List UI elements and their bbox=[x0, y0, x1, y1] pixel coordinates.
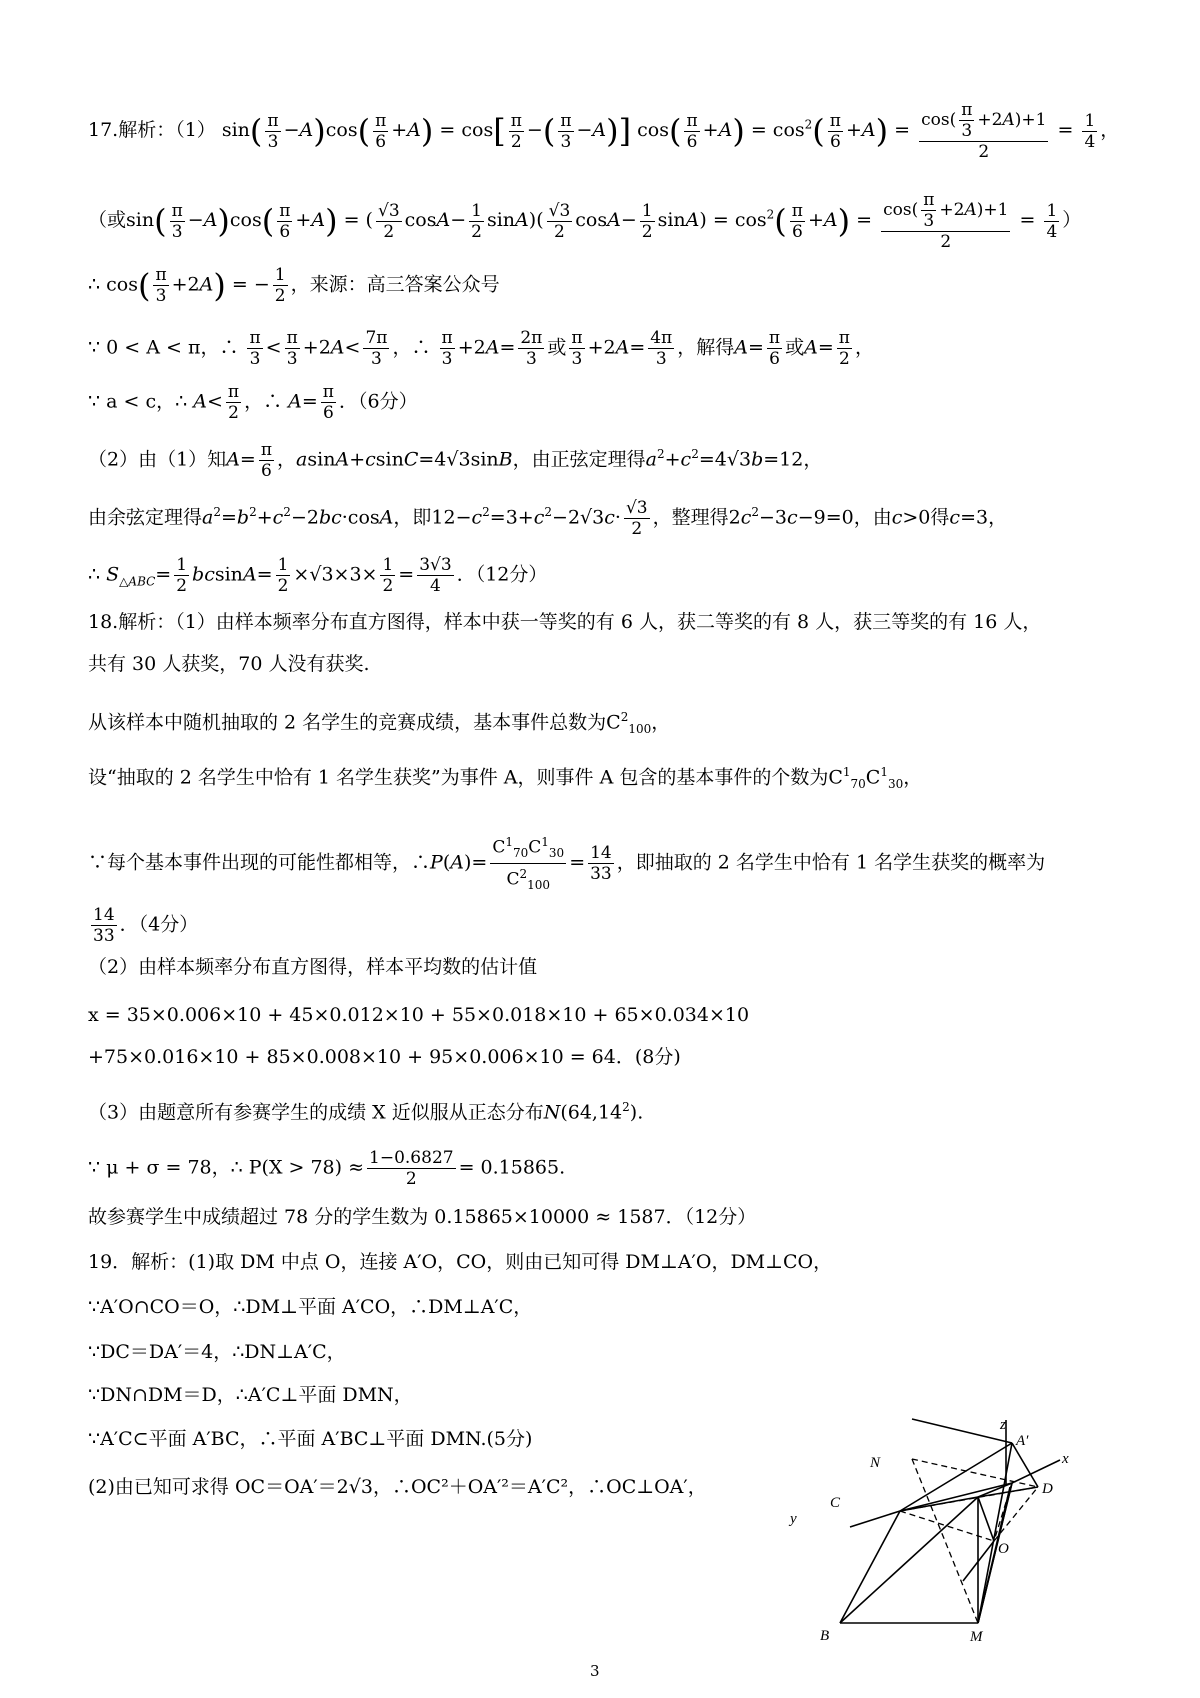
q17-line-3: ∴ cos( $\frac{\pi}{3}$ +2A) = − $\frac{1}{2}$ ，来源：高三答案公众号 bbox=[88, 265, 500, 306]
q17-line-1: 17.解析：（1） sin( $\frac{\pi}{3}$ −A)cos( $\frac{\pi}{6}$ +A) = cos[ $\frac{\pi}{2}$ −( $\frac{\pi}{3}$ −A)] cos( $\frac{\pi}{6}$ $+A) = \cos^2$( $\frac{\pi}{6}$ +A) = cos( $\frac{\pi}{3}$ +2A)+1 2 = $\frac{1}{4}$ ， bbox=[88, 100, 1120, 162]
q17-ac: a < c bbox=[106, 390, 157, 413]
solve-word: ，解得 bbox=[677, 336, 735, 359]
q18-score-4: ．（4分） bbox=[119, 913, 199, 936]
or-word: 或 bbox=[547, 336, 567, 359]
q19-line-6: (2)由已知可求得 OC＝OA′＝2√3，∴OC²＋OA′²＝A′C²，∴OC⊥OA′， bbox=[88, 1476, 707, 1498]
fig-label-n: N bbox=[870, 1455, 881, 1471]
q17-line1-end: ， bbox=[1100, 119, 1120, 141]
fig-label-d: D bbox=[1042, 1481, 1053, 1497]
q17-line-4: ∵ 0 < A < π，∴ $\frac{\pi}{3}$ < $\frac{\pi}{3}$ +2A< $\frac{7\pi}{3}$ ，∴ $\frac{\pi}{3}$ +2A= $\frac{2\pi}{3}$ 或 $\frac{\pi}{3}$ +2A= $\frac{4\pi}{3}$ ，解得A= $\frac{\pi}{6}$ 或A= $\frac{\pi}{2}$ ， bbox=[88, 328, 874, 369]
q17-line-2: （或sin( $\frac{\pi}{3}$ −A)cos( $\frac{\pi}{6}$ +A) = ( $\frac{√3}{2}$ cosA− $\frac{1}{2}$ sinA)( $\frac{√3}{2}$ cosA− $\frac{1}{2}$ $\sin A) = \cos^2$( $\frac{\pi}{6}$ +A) = cos( $\frac{\pi}{3}$ +2A)+1 2 = $\frac{1}{4}$ ） bbox=[88, 190, 1082, 252]
fig-label-z: z bbox=[1000, 1417, 1006, 1433]
fig-label-y: y bbox=[790, 1511, 797, 1527]
q19-line-2: ∵A′O∩CO＝O，∴DM⊥平面 A′CO，∴DM⊥A′C， bbox=[88, 1296, 533, 1318]
fig-label-aprime: A′ bbox=[1016, 1433, 1029, 1449]
q17-alt-close: ） bbox=[1062, 209, 1082, 231]
fig-label-o: O bbox=[998, 1541, 1009, 1557]
q17-line-7: 由余弦定理得$a^2=b^2+c^2-2bc\cdot\cos A$，即$12-c^2=3+c^2-2√3c\cdot$ $\frac{√3}{2}$ ，整理得$2c^2-3c-9=0$，由c>0得c=3， bbox=[88, 498, 1008, 539]
q18-line-8: x = 35×0.006×10 + 45×0.012×10 + 55×0.018×10 + 65×0.034×10 bbox=[88, 1004, 750, 1026]
cos-law-text: 由余弦定理得 bbox=[88, 506, 203, 529]
q18-line-3: 从该样本中随机抽取的 2 名学生的竞赛成绩，基本事件总数为$C^2_{100}$， bbox=[88, 710, 671, 737]
q17-part1-label: （1） bbox=[175, 119, 216, 141]
q18-line-1: 18.解析：（1）由样本频率分布直方图得，样本中获一等奖的有 6 人，获二等奖的有 8 人，获三等奖的有 16 人， bbox=[88, 611, 1042, 633]
therefore-symbol: ∴ bbox=[88, 273, 101, 296]
fig-label-x: x bbox=[1062, 1451, 1069, 1467]
zhengli-word: ，整理得 bbox=[652, 506, 729, 529]
q18-line10-text: （3）由题意所有参赛学生的成绩 X 近似服从正态分布 bbox=[88, 1101, 544, 1124]
q17-score-6: ．（6分） bbox=[338, 390, 418, 413]
q18-line-4: 设“抽取的 2 名学生中恰有 1 名学生获奖”为事件 A，则事件 A 包含的基本事件的个数为$C^1_{70}C^1_{30}$， bbox=[88, 765, 923, 792]
pyramid-figure bbox=[790, 1415, 1080, 1665]
page-number: 3 bbox=[590, 1662, 600, 1680]
q17-title: 17.解析： bbox=[88, 119, 176, 141]
q18-line-12: 故参赛学生中成绩超过 78 分的学生数为 0.15865×10000 ≈ 1587．（12分） bbox=[88, 1206, 757, 1228]
q19-line-5: ∵A′C⊂平面 A′BC，∴平面 A′BC⊥平面 DMN.(5分) bbox=[88, 1428, 533, 1450]
q18-line5-a: ∵每个基本事件出现的可能性都相等，∴ bbox=[88, 851, 431, 874]
fig-label-m: M bbox=[970, 1629, 983, 1645]
q19-line-3: ∵DC＝DA′＝4，∴DN⊥A′C， bbox=[88, 1341, 346, 1363]
q18-line-7: （2）由样本频率分布直方图得，样本平均数的估计值 bbox=[88, 956, 538, 978]
you-word: ，由 bbox=[853, 506, 892, 529]
q19-line-1: 19．解析：(1)取 DM 中点 O，连接 A′O，CO，则由已知可得 DM⊥A′O，DM⊥CO， bbox=[88, 1251, 833, 1273]
because-symbol: ∵ bbox=[88, 336, 101, 359]
q18-line-6: $\frac{14}{33}$ ．（4分） bbox=[93, 905, 199, 946]
q17-line-6: （2）由（1）知A= $\frac{\pi}{6}$ ，asinA+csinC=4√3sinB，由正弦定理得$a^2+c^2=4√3b=12$， bbox=[88, 440, 823, 481]
q17-range: 0 < A < π bbox=[106, 336, 201, 359]
ji-word: ，即 bbox=[393, 506, 432, 529]
de-word: 得 bbox=[930, 506, 950, 529]
q18-line-11: ∵ μ + σ = 78，∴ P(X > 78) ≈ $\frac{1-0.6827}{2}$ = 0.15865. bbox=[88, 1148, 566, 1189]
q17-source-note: ，来源：高三答案公众号 bbox=[290, 273, 500, 296]
q19-line-4: ∵DN∩DM＝D，∴A′C⊥平面 DMN， bbox=[88, 1384, 413, 1406]
q17-alt-open: （或 bbox=[88, 209, 127, 231]
q17-line-5: ∵ a < c，∴ A< $\frac{\pi}{2}$ ，∴ A= $\frac{\pi}{6}$ ．（6分） bbox=[88, 382, 418, 423]
q18-line-2: 共有 30 人获奖，70 人没有获奖. bbox=[88, 653, 370, 675]
sine-law-text: ，由正弦定理得 bbox=[512, 448, 646, 471]
fig-label-b: B bbox=[820, 1628, 830, 1644]
q18-line-9: +75×0.016×10 + 85×0.008×10 + 95×0.006×10 = 64．(8分) bbox=[88, 1046, 681, 1068]
q18-line11-b: = 0.15865. bbox=[458, 1156, 566, 1179]
q18-line-10: （3）由题意所有参赛学生的成绩 X 近似服从正态分布N(64,14$^2$). bbox=[88, 1100, 644, 1124]
q17-line-8: ∴ $S_{\triangle ABC}=$ $\frac{1}{2}$ bcsinA= $\frac{1}{2}$ ×√3×3× $\frac{1}{2}$ = $\frac{3√3}{4}$ ．（12分） bbox=[88, 555, 548, 596]
fig-label-c: C bbox=[830, 1495, 841, 1511]
q18-line5-b: ，即抽取的 2 名学生中恰有 1 名学生获奖的概率为 bbox=[616, 851, 1046, 874]
q18-line-5: ∵每个基本事件出现的可能性都相等，∴P(A)= $\frac{C^1_{70}C^1_{30}}{C^2_{100}}$ = $\frac{14}{33}$ ，即抽取的 2 名学生中恰有 1 名学生获奖的概率为 bbox=[88, 832, 1045, 895]
q18-line3-text: 从该样本中随机抽取的 2 名学生的竞赛成绩，基本事件总数为 bbox=[88, 711, 607, 734]
q17-score-12: ．（12分） bbox=[456, 563, 548, 586]
q18-line4-text: 设“抽取的 2 名学生中恰有 1 名学生获奖”为事件 A，则事件 A 包含的基本事件的个数为 bbox=[88, 766, 829, 789]
q18-line11-a: ∵ μ + σ = 78，∴ P(X > 78) ≈ bbox=[88, 1156, 365, 1179]
q17-part2-label: （2）由（1）知 bbox=[88, 448, 227, 471]
